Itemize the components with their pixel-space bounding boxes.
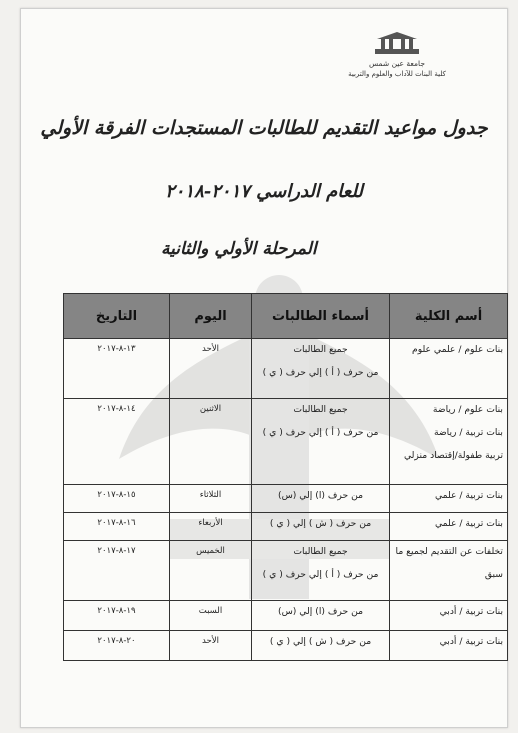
phase-heading: المرحلة الأولي والثانية — [161, 239, 317, 259]
date-cell: ١٧-٨-٢٠١٧ — [64, 541, 170, 601]
college-line: بنات تربية / أدبي — [439, 636, 503, 647]
document-title: جدول مواعيد التقديم للطالبات المستجدات الفرقة الأولي — [40, 117, 488, 139]
college-line: بنات علوم / رياضة — [432, 404, 503, 415]
header-date: التاريخ — [64, 294, 170, 339]
college-line: بنات تربية / علمي — [434, 490, 503, 501]
names-line: جميع الطالبات — [293, 404, 348, 415]
day-cell: الثلاثاء — [170, 485, 252, 513]
date-cell: ١٦-٨-٢٠١٧ — [64, 513, 170, 541]
date-cell: ١٤-٨-٢٠١٧ — [64, 399, 170, 485]
names-cell — [252, 631, 390, 661]
table-row — [64, 339, 508, 399]
table-row — [64, 399, 508, 485]
college-line: تربية طفولة/إقتصاد منزلي — [403, 450, 503, 461]
names-line: من حرف (ا) إلي (س) — [278, 490, 363, 501]
college-line: بنات تربية / رياضة — [433, 427, 503, 438]
names-line: من حرف ( ش ) إلي ( ي ) — [269, 518, 372, 529]
names-line: من حرف ( أ ) إلي حرف ( ي ) — [262, 367, 379, 378]
names-cell — [252, 485, 390, 513]
college-line: سبق — [484, 569, 503, 580]
header-day: اليوم — [170, 294, 252, 339]
day-cell: السبت — [170, 601, 252, 631]
names-cell — [252, 601, 390, 631]
header-college: أسم الكلية — [390, 294, 508, 339]
date-cell: ١٩-٨-٢٠١٧ — [64, 601, 170, 631]
table-row — [64, 601, 508, 631]
college-line: بنات تربية / أدبي — [439, 606, 503, 617]
college-cell — [390, 631, 508, 661]
table-row — [64, 541, 508, 601]
table-row — [64, 631, 508, 661]
date-cell: ٢٠-٨-٢٠١٧ — [64, 631, 170, 661]
academic-year: للعام الدراسي ٢٠١٧-٢٠١٨ — [165, 181, 363, 202]
names-cell — [252, 339, 390, 399]
table-header-row — [64, 294, 508, 339]
table-row — [64, 485, 508, 513]
faculty-name: كلية البنات للآداب والعلوم والتربية — [348, 70, 446, 78]
college-cell — [390, 541, 508, 601]
university-logo-block — [327, 31, 467, 79]
college-cell — [390, 339, 508, 399]
day-cell: الأربعاء — [170, 513, 252, 541]
document-page — [20, 8, 508, 728]
names-line: جميع الطالبات — [293, 344, 348, 355]
names-line: جميع الطالبات — [293, 546, 348, 557]
college-cell — [390, 485, 508, 513]
date-cell: ١٣-٨-٢٠١٧ — [64, 339, 170, 399]
day-cell: الأحد — [170, 339, 252, 399]
table-row — [64, 513, 508, 541]
college-cell — [390, 399, 508, 485]
day-cell: الاثنين — [170, 399, 252, 485]
day-cell: الأحد — [170, 631, 252, 661]
names-line: من حرف (ا) إلي (س) — [278, 606, 363, 617]
college-line: بنات تربية / علمي — [434, 518, 503, 529]
header-names: أسماء الطالبات — [252, 294, 390, 339]
names-line: من حرف ( أ ) إلي حرف ( ي ) — [262, 569, 379, 580]
day-cell: الخميس — [170, 541, 252, 601]
names-cell — [252, 513, 390, 541]
names-cell — [252, 399, 390, 485]
university-emblem-icon — [371, 31, 423, 57]
college-line: بنات علوم / علمي علوم — [412, 344, 503, 355]
college-cell — [390, 601, 508, 631]
college-line: تخلفات عن التقديم لجميع ما — [395, 546, 503, 557]
schedule-table — [63, 293, 508, 661]
university-name: جامعة عين شمس — [369, 59, 425, 68]
names-line: من حرف ( ش ) إلي ( ي ) — [269, 636, 372, 647]
names-line: من حرف ( أ ) إلي حرف ( ي ) — [262, 427, 379, 438]
names-cell — [252, 541, 390, 601]
college-cell — [390, 513, 508, 541]
date-cell: ١٥-٨-٢٠١٧ — [64, 485, 170, 513]
